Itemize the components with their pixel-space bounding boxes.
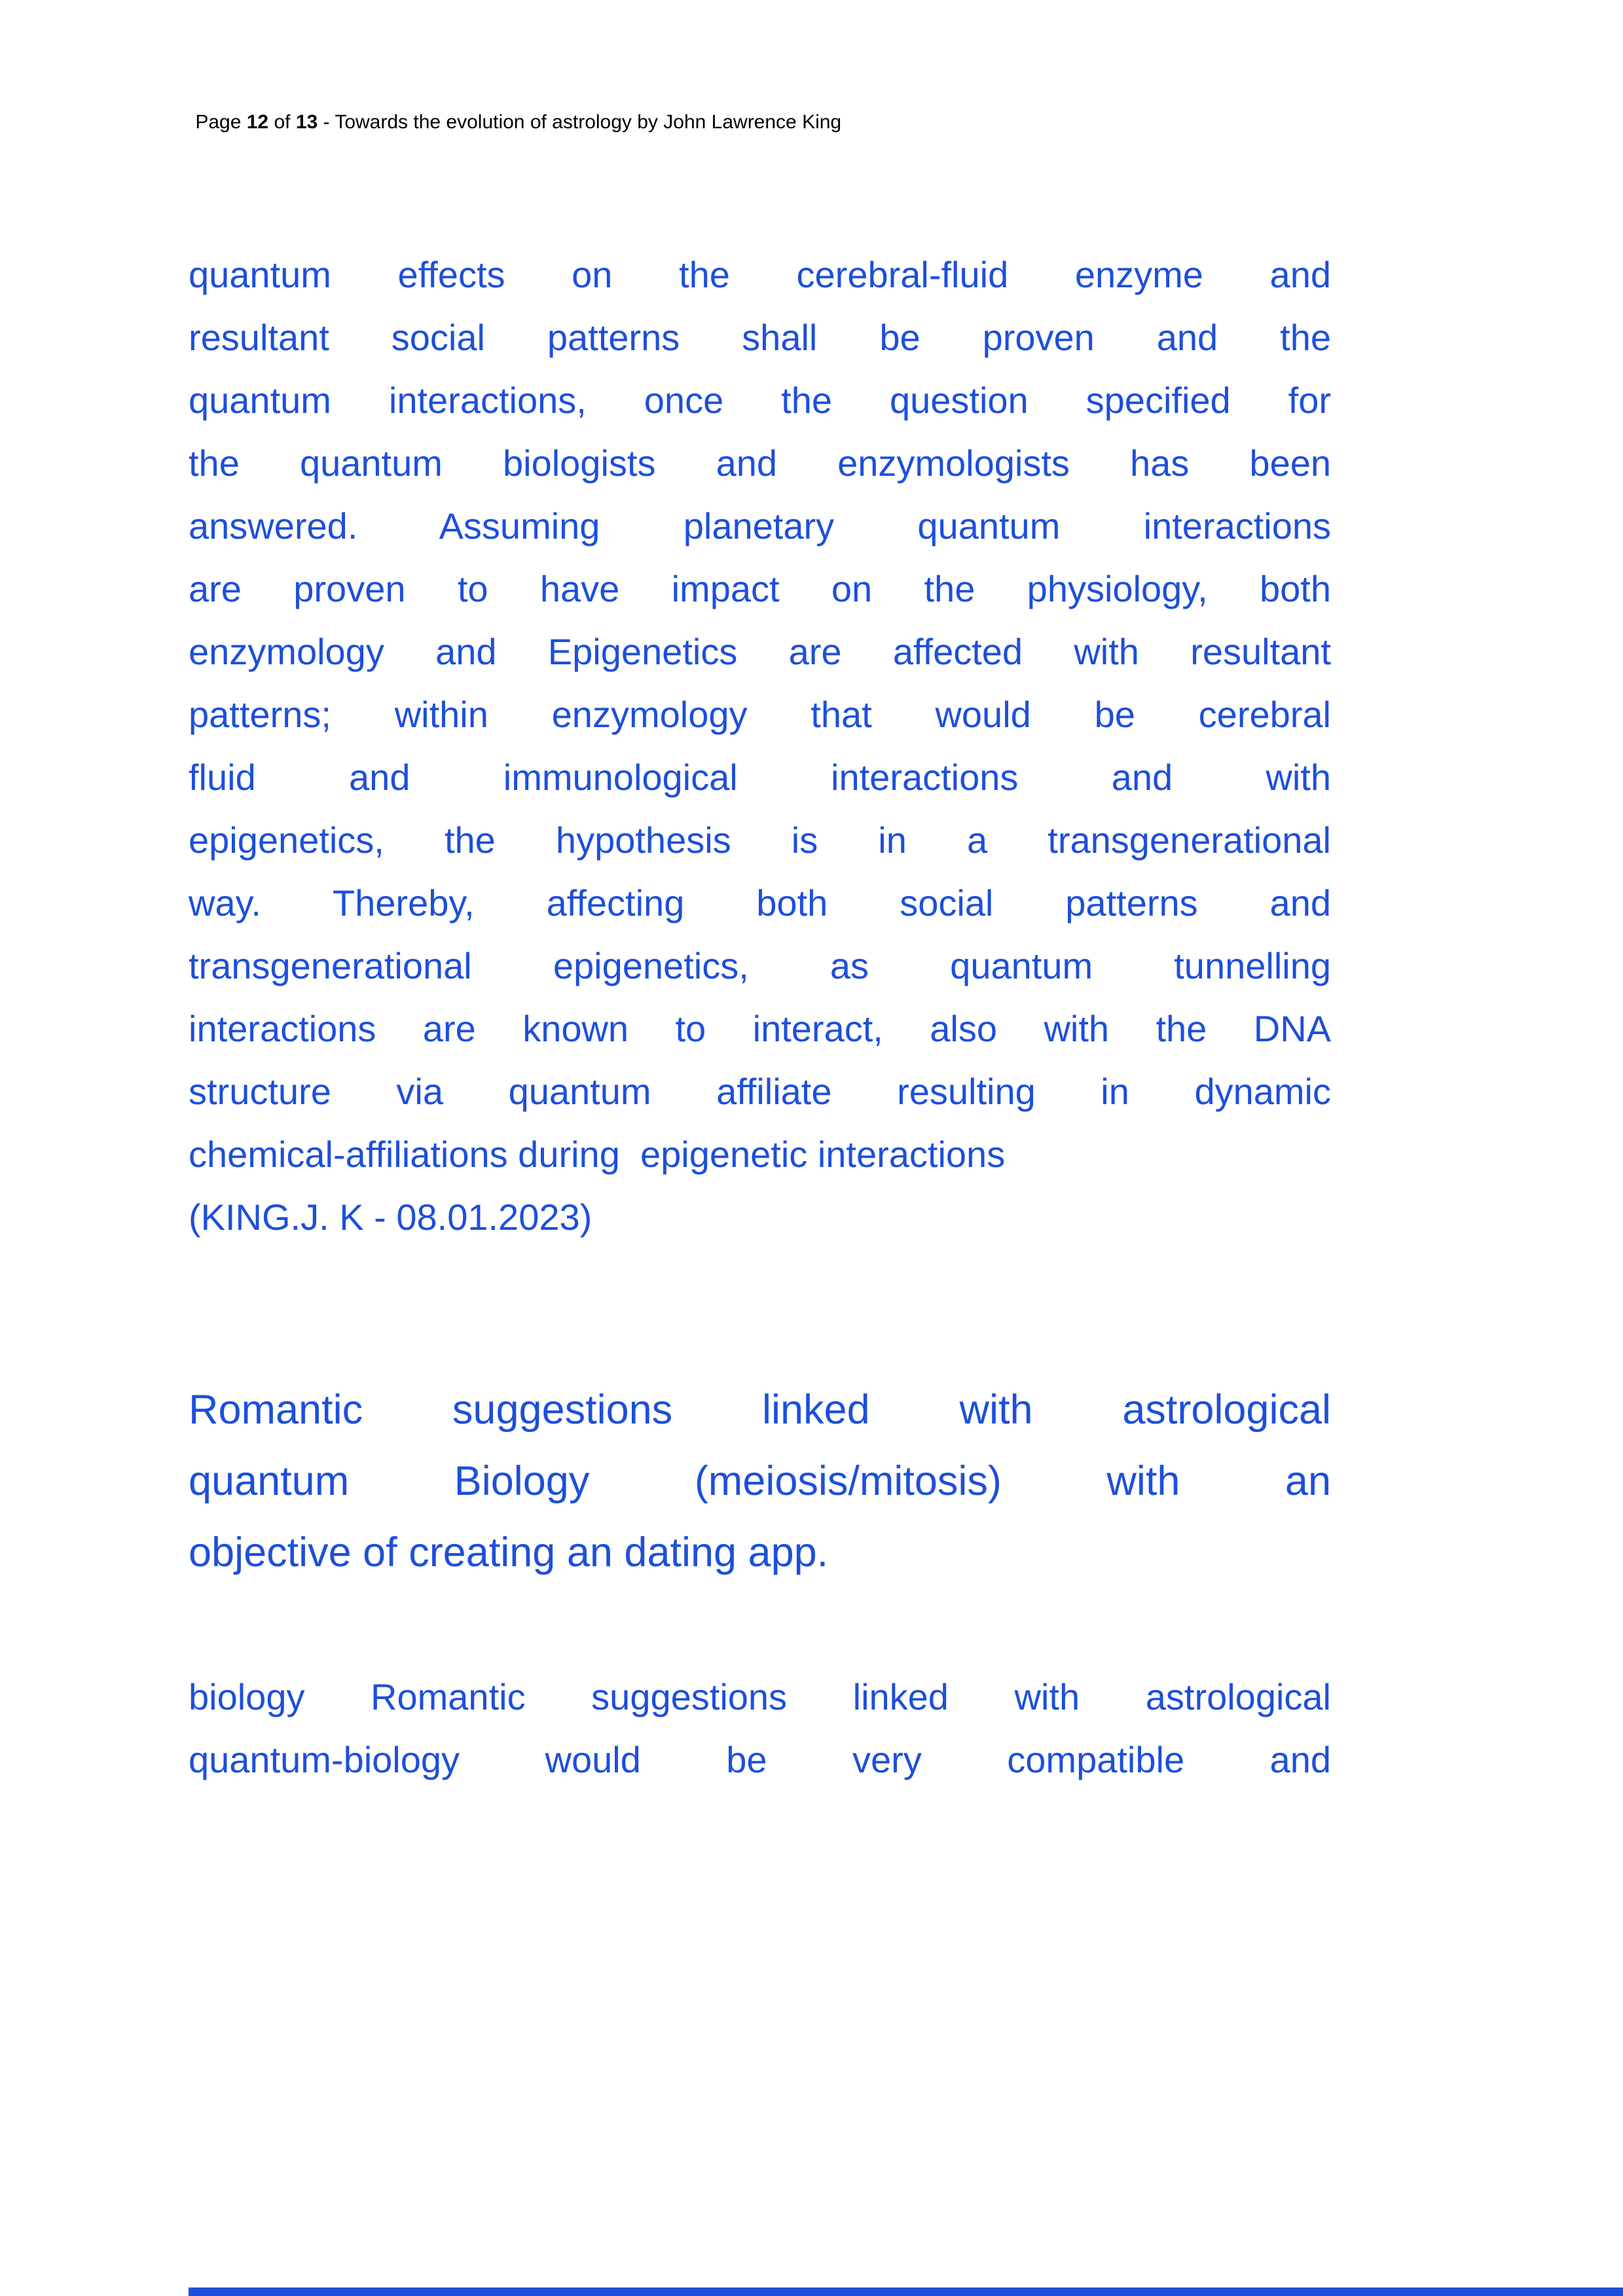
header-doc-title: - Towards the evolution of astrology by John Lawrence King	[318, 111, 842, 133]
text-line: epigenetics, the hypothesis is in a transgenerational	[189, 819, 1331, 861]
header-of-word: of	[268, 111, 296, 133]
bottom-blue-bar	[189, 2287, 1623, 2296]
text-line: the quantum biologists and enzymologists has been	[189, 442, 1331, 484]
text-line: patterns; within enzymology that would be cerebral	[189, 694, 1331, 735]
body-paragraph	[189, 243, 1331, 1249]
section-heading	[189, 1374, 1331, 1588]
closing-paragraph	[189, 1666, 1331, 1791]
text-line: way. Thereby, affecting both social patterns and	[189, 882, 1331, 924]
text-line: quantum interactions, once the question specified for	[189, 380, 1331, 421]
text-line: Romantic suggestions linked with astrological	[189, 1387, 1331, 1433]
text-line: chemical-affiliations during epigenetic interactions	[189, 1134, 1006, 1175]
text-line: interactions are known to interact, also with the DNA	[189, 1008, 1331, 1049]
page-header	[173, 85, 841, 160]
text-line: fluid and immunological interactions and with	[189, 757, 1331, 798]
text-line: resultant social patterns shall be proven and the	[189, 317, 1331, 358]
text-line: are proven to have impact on the physiology, both	[189, 568, 1331, 609]
text-line: quantum effects on the cerebral-fluid enzyme and	[189, 254, 1331, 295]
text-line: transgenerational epigenetics, as quantum tunnelling	[189, 945, 1331, 986]
text-line: biology Romantic suggestions linked with astrological	[189, 1676, 1331, 1717]
header-page-number: 12	[246, 111, 269, 133]
text-line: (KING.J. K - 08.01.2023)	[189, 1196, 593, 1238]
text-line: quantum-biology would be very compatible and	[189, 1739, 1331, 1780]
header-page-word: Page	[195, 111, 247, 133]
header-total-pages: 13	[295, 111, 318, 133]
text-line: enzymology and Epigenetics are affected with resultant	[189, 631, 1331, 672]
text-line: objective of creating an dating app.	[189, 1530, 829, 1575]
text-line: answered. Assuming planetary quantum interactions	[189, 505, 1331, 547]
text-line: quantum Biology (meiosis/mitosis) with an	[189, 1458, 1331, 1504]
text-line: structure via quantum affiliate resulting in dynamic	[189, 1071, 1331, 1112]
